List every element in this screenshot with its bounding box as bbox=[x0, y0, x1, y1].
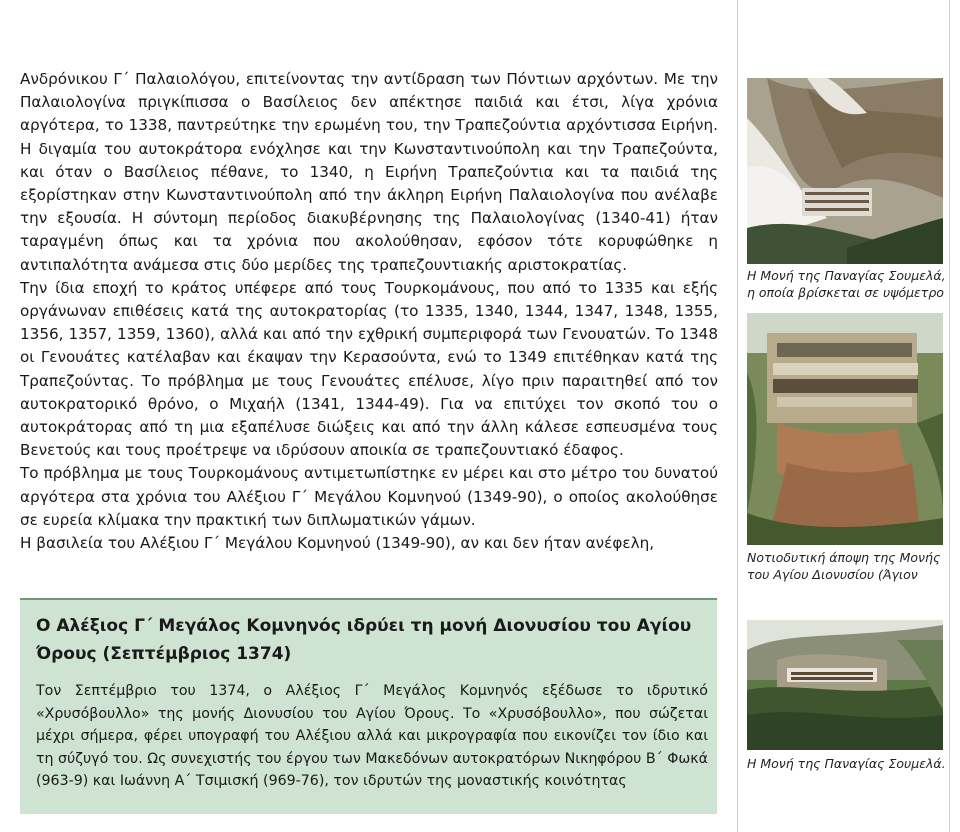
monastery-valley-image bbox=[747, 620, 943, 750]
paragraph-2: Την ίδια εποχή το κράτος υπέφερε από τους Τουρκομάνους, που από το 1335 και εξής οργάνωναν επιθέσεις κατά της αυτοκρατορίας (το 1335, 1340, 1344, 1347, 1348, 1355, 1356, 1357, 1359, 1360), αλλά και από την εχθρική συμπεριφορά των Γενουατών. Το 1348 οι Γενουάτες κατέλαβαν και έκαψαν την Κερασούντα, ενώ το 1349 επιτέθηκαν κατά της Τραπεζούντας. Το πρόβλημα με τους Γενουάτες επέλυσε, λίγο πριν παραιτηθεί από τον αυτοκρατορικό θρόνο, ο Μιχαήλ (1341, 1344-49). Για να επιτύχει τον σκοπό του ο αυτοκράτορας από τη μια εξαπέλυσε διώξεις και από την άλλη κάλεσε εσπευσμένα τους Βενετούς και τους προέτρεψε να ιδρύσουν αποικία σε τραπεζουντιακό έδαφος. bbox=[20, 278, 718, 460]
main-text-column bbox=[20, 68, 718, 555]
photo-caption-1: Η Μονή της Παναγίας Σουμελά, η οποία βρίσκεται σε υψόμετρο bbox=[747, 268, 946, 300]
paragraph-3: Το πρόβλημα με τους Τουρκομάνους αντιμετωπίστηκε εν μέρει και στο μέτρο του δυνατού αργότερα στα χρόνια του Αλέξιου Γ΄ Μεγάλου Κομνηνού (1349-90), ο οποίος ακολούθησε σε ευρεία κλίμακα την πρακτική των διπλωματικών γάμων. bbox=[20, 464, 718, 529]
column-divider-1 bbox=[737, 0, 738, 832]
paragraph-4: Η βασιλεία του Αλέξιου Γ΄ Μεγάλου Κομνηνού (1349-90), αν και δεν ήταν ανέφελη, bbox=[20, 534, 655, 553]
column-divider-2 bbox=[949, 0, 950, 832]
box-text: Τον Σεπτέμβριο του 1374, ο Αλέξιος Γ΄ Μεγάλος Κομνηνός εξέδωσε το ιδρυτικό «Χρυσόβουλλο» της μονής Διονυσίου του Αγίου Όρους. Το «Χρυσόβουλλο», που σώζεται μέχρι σήμερα, φέρει υπογραφή του Αλέξιου αλλά και μικρογραφία που εικονίζει τον ίδιο και τη σύζυγό του. Ως συνεχιστής του έργου των Μακεδόνων αυτοκρατόρων Νικηφόρου Β΄ Φωκά (963-9) και Ιωάννη Α΄ Τσιμισκή (969-76), τον ιδρυτών της μοναστικής κοινότητας bbox=[36, 683, 708, 790]
paragraph-1: Ανδρόνικου Γ΄ Παλαιολόγου, επιτείνοντας την αντίδραση των Πόντιων αρχόντων. Με την Παλαιολογίνα πριγκίπισσα ο Βασίλειος δεν απέκτησε παιδιά και έτσι, λίγα χρόνια αργότερα, το 1338, παντρεύτηκε την ερωμένη του, την Τραπεζούντια αρχόντισσα Ειρήνη. Η διγαμία του αυτοκράτορα ενόχλησε και την Κωνσταντινούπολη και την Τραπεζούντα, και όταν ο Βασίλειος πέθανε, το 1340, η Ειρήνη Τραπεζούντια και τα παιδιά της εξορίστηκαν στην Κωνσταντινούπολη από την άκληρη Ειρήνη Παλαιολογίνα που ανέλαβε την εξουσία. Η σύντομη περίοδος διακυβέρνησης της Παλαιολογίνας (1340-41) ήταν ταραγμένη όπως και τα χρόνια που ακολούθησαν, εφόσον τότε κορυφώθηκε η αντιπαλότητα ανάμεσα στις δύο μερίδες της τραπεζουντιακής αριστοκρατίας. bbox=[20, 70, 718, 274]
photo-soumela-valley bbox=[747, 620, 943, 750]
photo-caption-2: Νοτιοδυτική άποψη της Μονής του Αγίου Διονυσίου (Άγιον bbox=[747, 550, 941, 582]
monastery-cliff-image bbox=[747, 78, 943, 264]
photo-dionysiou bbox=[747, 313, 943, 545]
monastery-dionysiou-image bbox=[747, 313, 943, 545]
box-title: Ο Αλέξιος Γ΄ Μεγάλος Κομνηνός ιδρύει τη μονή Διονυσίου του Αγίου Όρους (Σεπτέμβριος 1374) bbox=[36, 616, 692, 664]
photo-caption-3: Η Μονή της Παναγίας Σουμελά. bbox=[747, 756, 946, 771]
sidebar-box-dionysiou bbox=[20, 598, 717, 814]
photo-soumela-cliff bbox=[747, 78, 943, 264]
